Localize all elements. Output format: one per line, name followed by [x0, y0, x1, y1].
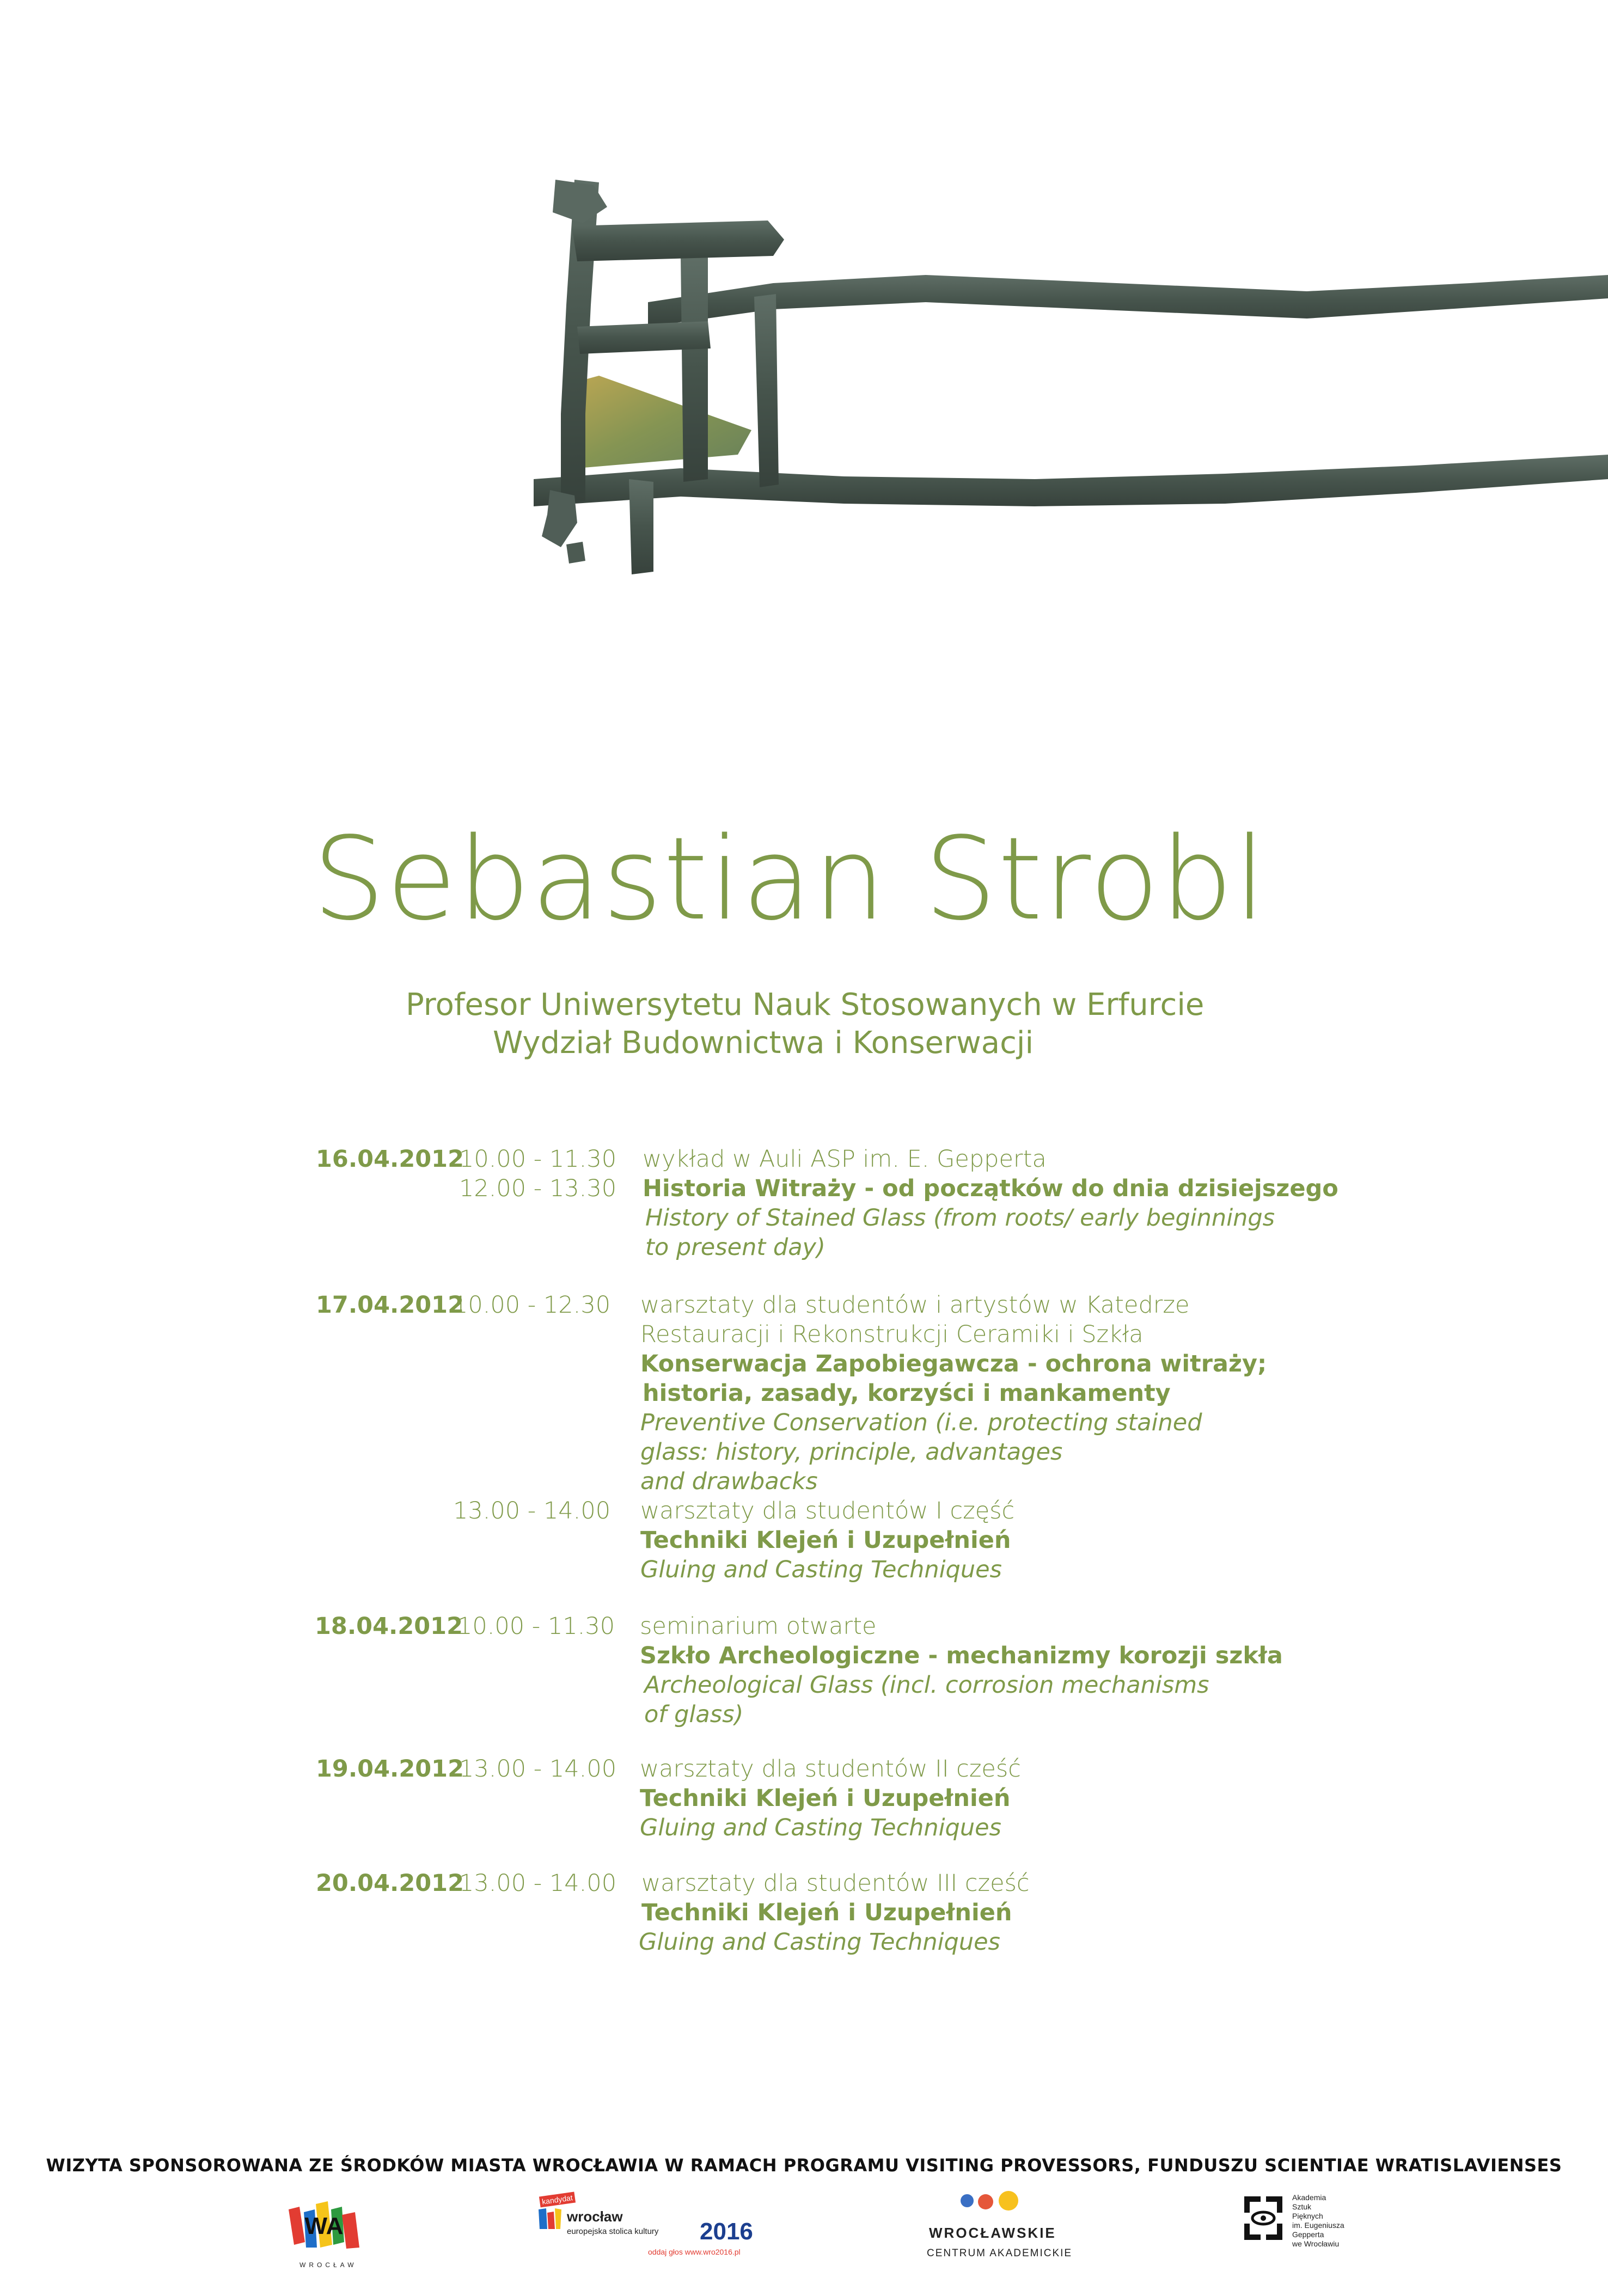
- wca-subname: CENTRUM AKADEMICKIE: [927, 2248, 1073, 2259]
- en-day4-s1: Gluing and Casting Techniques: [640, 1814, 1001, 1841]
- speaker-position: Profesor Uniwersytetu Nauk Stosowanych w Erfurcie: [406, 987, 1205, 1023]
- sponsor-note: WIZYTA SPONSOROWANA ZE ŚRODKÓW MIASTA WROCŁAWIA W RAMACH PROGRAMU VISITING PROVESSORS, FUNDUSZU SCIENTIAE WRATISLAVIENSES: [46, 2155, 1562, 2176]
- en-day3-s1-l2: of glass): [644, 1701, 744, 1728]
- asp-line1: Akademia: [1292, 2193, 1326, 2202]
- esk-tag: kandydat: [539, 2192, 576, 2208]
- title-day4-s1: Techniki Klejeń i Uzupełnień: [640, 1785, 1011, 1812]
- speaker-name: Sebastian Strobl: [313, 812, 1267, 946]
- asp-emblem-icon: [1239, 2191, 1288, 2245]
- esk-subtitle: europejska stolica kultury: [567, 2227, 659, 2236]
- speaker-faculty: Wydział Budownictwa i Konserwacji: [493, 1025, 1034, 1061]
- time-day3-s1: 10.00 - 11.30: [457, 1613, 615, 1640]
- date-day2: 17.04.2012: [316, 1291, 464, 1319]
- wca-logo: [915, 2189, 1078, 2270]
- svg-text:WA: WA: [304, 2213, 344, 2239]
- desc-day2-s2: warsztaty dla studentów I część: [640, 1497, 1015, 1524]
- en-day1-s2-l2: to present day): [645, 1234, 826, 1261]
- esk-year: 2016: [700, 2218, 753, 2245]
- desc-day1-s1: wykład w Auli ASP im. E. Gepperta: [643, 1146, 1047, 1173]
- time-day2-s2: 13.00 - 14.00: [453, 1497, 611, 1524]
- wca-dots-icon: [958, 2189, 1035, 2216]
- date-day5: 20.04.2012: [316, 1870, 464, 1897]
- title-day2-s1-l1: Konserwacja Zapobiegawcza - ochrona witraży;: [640, 1350, 1267, 1377]
- asp-line2: Sztuk: [1292, 2202, 1312, 2211]
- esk-url: oddaj głos www.wro2016.pl: [648, 2248, 741, 2256]
- title-day5-s1: Techniki Klejeń i Uzupełnień: [641, 1899, 1012, 1926]
- en-day2-s2: Gluing and Casting Techniques: [640, 1556, 1002, 1583]
- wroclaw-caption: WROCŁAW: [299, 2261, 357, 2269]
- desc-day4-s1: warsztaty dla studentów II cześć: [640, 1755, 1021, 1783]
- date-day3: 18.04.2012: [315, 1613, 463, 1640]
- asp-line4: im. Eugeniusza: [1292, 2221, 1344, 2230]
- title-day2-s1-l2: historia, zasady, korzyści i mankamenty: [643, 1380, 1171, 1407]
- wroclaw-mark-icon: [283, 2193, 365, 2258]
- date-day4: 19.04.2012: [316, 1755, 464, 1783]
- date-day1: 16.04.2012: [316, 1146, 464, 1173]
- desc-day2-s1-l2: Restauracji i Rekonstrukcji Ceramiki i Szkła: [640, 1321, 1144, 1348]
- title-day3-s1: Szkło Archeologiczne - mechanizmy korozji szkła: [640, 1642, 1283, 1669]
- time-day4-s1: 13.00 - 14.00: [459, 1755, 617, 1783]
- time-day1-s2: 12.00 - 13.30: [459, 1175, 617, 1202]
- desc-day5-s1: warsztaty dla studentów III cześć: [641, 1870, 1030, 1897]
- en-day2-s1-l2: glass: history, principle, advantages: [640, 1438, 1063, 1466]
- time-day2-s1: 10.00 - 12.30: [453, 1291, 611, 1319]
- time-day1-s1: 10.00 - 11.30: [459, 1146, 617, 1173]
- asp-line3: Pięknych: [1292, 2212, 1323, 2220]
- en-day2-s1-l3: and drawbacks: [640, 1468, 818, 1495]
- asp-line5: Gepperta: [1292, 2230, 1324, 2239]
- wroclaw-city-logo: [283, 2193, 365, 2269]
- title-day2-s2: Techniki Klejeń i Uzupełnień: [640, 1527, 1011, 1554]
- esk-mark-icon: [536, 2207, 564, 2231]
- esk-2016-logo: [536, 2194, 776, 2262]
- time-day5-s1: 13.00 - 14.00: [459, 1870, 617, 1897]
- wca-name: WROCŁAWSKIE: [929, 2225, 1056, 2241]
- esk-name: wrocław: [567, 2208, 623, 2225]
- asp-line6: we Wrocławiu: [1292, 2239, 1340, 2248]
- desc-day3-s1: seminarium otwarte: [640, 1613, 877, 1640]
- asp-logo: [1239, 2189, 1369, 2265]
- en-day3-s1-l1: Archeological Glass (incl. corrosion mechanisms: [644, 1672, 1209, 1699]
- title-day1-s2: Historia Witraży - od początków do dnia dzisiejszego: [643, 1175, 1338, 1202]
- en-day1-s2-l1: History of Stained Glass (from roots/ early beginnings: [645, 1204, 1275, 1232]
- en-day5-s1: Gluing and Casting Techniques: [639, 1928, 1000, 1956]
- en-day2-s1-l1: Preventive Conservation (i.e. protecting stained: [640, 1409, 1202, 1436]
- desc-day2-s1-l1: warsztaty dla studentów i artystów w Katedrze: [640, 1291, 1190, 1319]
- sculpture-image: [0, 0, 1608, 626]
